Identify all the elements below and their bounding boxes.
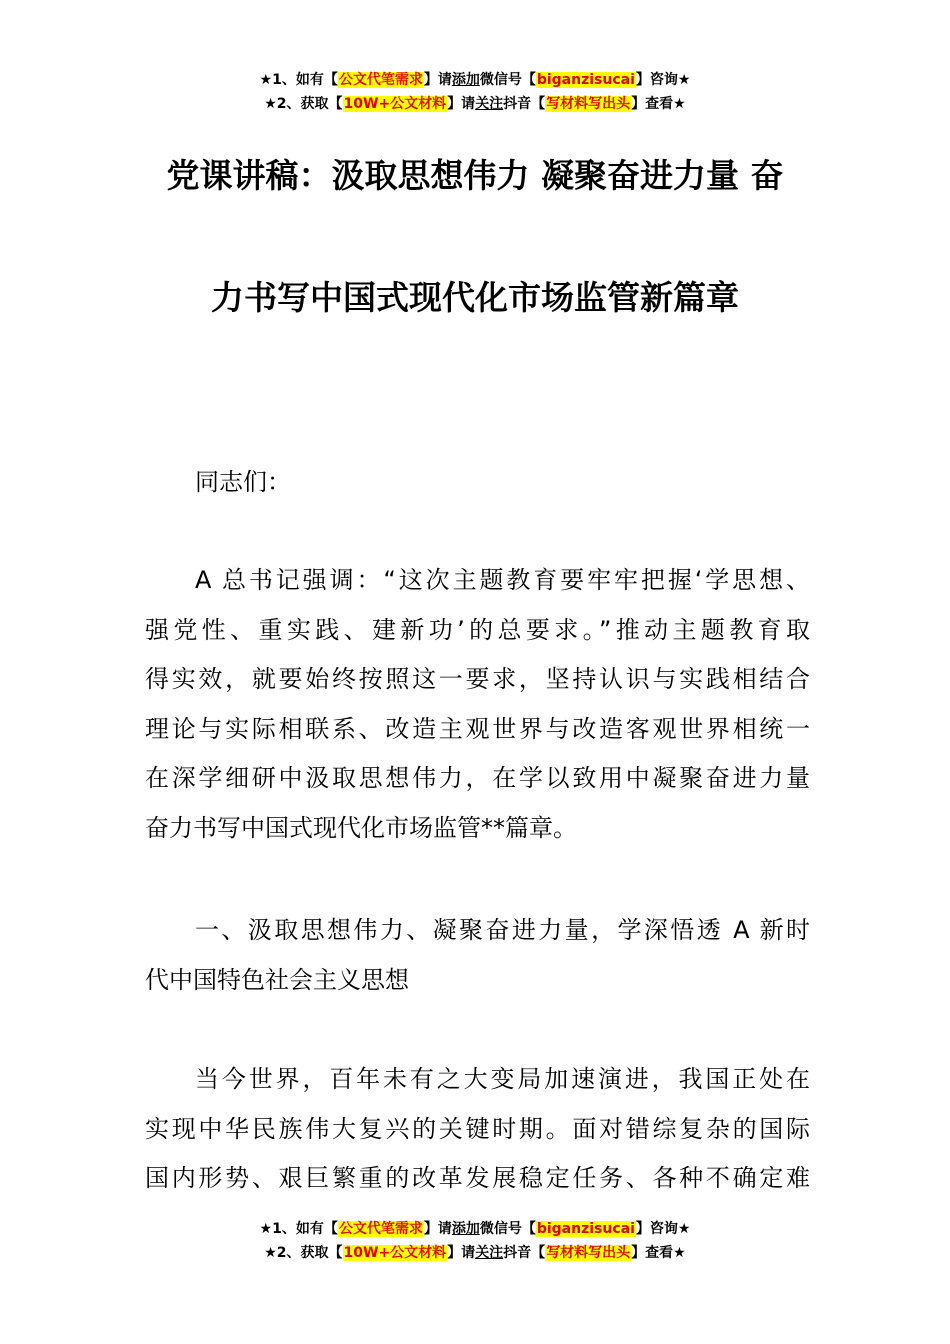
paragraph-line: A 总书记强调：“这次主题教育要牢牢把握‘学思想、 (195, 566, 810, 594)
banner-line-2 (0, 1241, 950, 1265)
banner-text: 】请 (423, 1221, 452, 1237)
banner-text: 】咨询★ (635, 72, 691, 88)
section-heading-1 (145, 906, 810, 1005)
banner-text: 抖音【 (503, 96, 546, 112)
banner-text: 】咨询★ (635, 1221, 691, 1237)
banner-highlight: 公文代笔需求 (338, 1221, 423, 1237)
banner-text: ★2、获取【 (264, 96, 343, 112)
banner-line-1 (0, 68, 950, 92)
salutation-text: 同志们： (195, 468, 291, 496)
banner-text: 】请 (447, 96, 476, 112)
banner-text: 】查看★ (631, 96, 686, 112)
banner-highlight: biganzisucai (536, 72, 635, 88)
paragraph-line: 得实效，就要始终按照这一要求，坚持认识与实践相结合 (145, 665, 810, 693)
footer-banner (0, 1217, 950, 1265)
paragraph-line: 国内形势、艰巨繁重的改革发展稳定任务、各种不确定难 (145, 1164, 810, 1192)
paragraph-2 (145, 1055, 810, 1204)
paragraph-line: 当今世界，百年未有之大变局加速演进，我国正处在 (195, 1065, 810, 1093)
banner-text: 微信号【 (479, 72, 536, 88)
paragraph-line: 实现中华民族伟大复兴的关键时期。面对错综复杂的国际 (145, 1114, 810, 1143)
paragraph-line: 理论与实际相联系、改造主观世界与改造客观世界相统一 (145, 714, 810, 743)
banner-text: 】查看★ (631, 1245, 686, 1261)
banner-text: 】请 (447, 1245, 476, 1261)
banner-highlight: 写材料写出头 (546, 1245, 631, 1261)
banner-highlight: 写材料写出头 (546, 96, 631, 112)
banner-text: ★2、获取【 (264, 1245, 343, 1261)
paragraph-line: 强党性、重实践、建新功’的总要求。”推动主题教育取 (145, 615, 810, 644)
banner-text: ★1、如有【 (259, 72, 338, 88)
banner-text: 微信号【 (479, 1221, 536, 1237)
header-banner (0, 68, 950, 116)
banner-underlined: 关注 (475, 96, 504, 112)
banner-line-1 (0, 1217, 950, 1241)
banner-highlight: 公文代笔需求 (338, 72, 423, 88)
banner-highlight: biganzisucai (536, 1221, 635, 1237)
banner-underlined: 添加 (451, 1221, 480, 1237)
paragraph-1 (145, 556, 810, 853)
salutation (145, 458, 810, 508)
document-title-line-2: 力书写中国式现代化市场监管新篇章 (211, 278, 739, 317)
banner-highlight: 10W+公文材料 (343, 96, 447, 112)
banner-underlined: 关注 (475, 1245, 504, 1261)
paragraph-line: 在深学细研中汲取思想伟力，在学以致用中凝聚奋进力量 (145, 764, 810, 792)
banner-text: 抖音【 (503, 1245, 546, 1261)
banner-line-2 (0, 92, 950, 116)
banner-underlined: 添加 (451, 72, 480, 88)
banner-text: 】请 (423, 72, 452, 88)
paragraph-line: 奋力书写中国式现代化市场监管**篇章。 (145, 813, 577, 842)
banner-text: ★1、如有【 (259, 1221, 338, 1237)
heading-line: 代中国特色社会主义思想 (145, 965, 409, 994)
heading-line: 一、汲取思想伟力、凝聚奋进力量，学深悟透 A 新时 (195, 916, 810, 944)
banner-highlight: 10W+公文材料 (343, 1245, 447, 1261)
document-title-line-1: 党课讲稿：汲取思想伟力 凝聚奋进力量 奋 (166, 156, 784, 195)
